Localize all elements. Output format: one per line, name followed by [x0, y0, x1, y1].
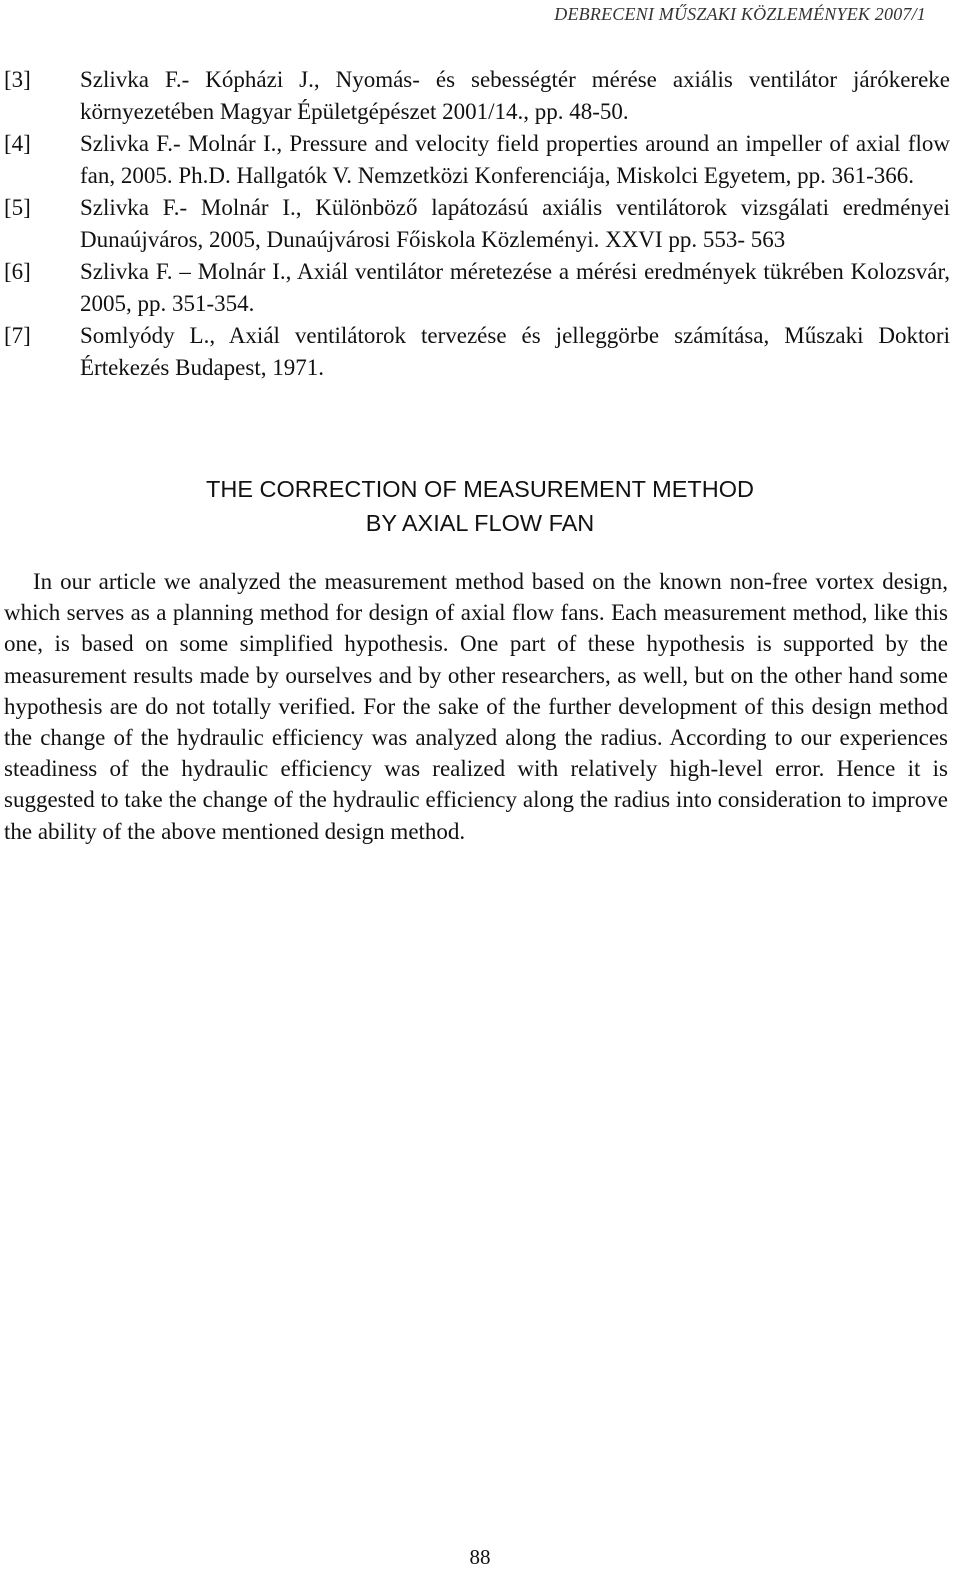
reference-text: Somlyódy L., Axiál ventilátorok tervezése és jelleggörbe számítása, Műszaki Doktori Értekezés Budapest, 1971. [80, 323, 950, 380]
running-header: DEBRECENI MŰSZAKI KÖZLEMÉNYEK 2007/1 [554, 4, 926, 24]
abstract-paragraph: In our article we analyzed the measurement method based on the known non-free vortex design, which serves as a planning method for design of axial flow fans. Each measurement method, like this one, is based on some simplified hypothesis. One part of these hypothesis is supported by the measurement results made by ourselves and by other researchers, as well, but on the other hand some hypothesis are do not totally verified. For the sake of the further development of this design method the change of the hydraulic efficiency was analyzed along the radius. According to our experiences steadiness of the hydraulic efficiency was realized with relatively high-level error. Hence it is suggested to take the change of the hydraulic efficiency along the radius into consideration to improve the ability of the above mentioned design method. [4, 569, 948, 844]
reference-list [4, 64, 950, 384]
article-title [0, 472, 960, 540]
reference-item [4, 192, 950, 256]
reference-number: [6] [4, 259, 31, 284]
reference-number: [5] [4, 195, 31, 220]
reference-number: [4] [4, 131, 31, 156]
reference-text: Szlivka F. – Molnár I., Axiál ventilátor méretezése a mérési eredmények tükrében Kolozsvár, 2005, pp. 351-354. [80, 259, 950, 316]
reference-number: [3] [4, 67, 31, 92]
article-title-line-1: THE CORRECTION OF MEASUREMENT METHOD [206, 476, 754, 502]
reference-text: Szlivka F.- Molnár I., Pressure and velocity field properties around an impeller of axial flow fan, 2005. Ph.D. Hallgatók V. Nemzetközi Konferenciája, Miskolci Egyetem, pp. 361-366. [80, 131, 950, 188]
reference-item [4, 64, 950, 128]
page-number: 88 [469, 1545, 491, 1569]
reference-item [4, 128, 950, 192]
reference-text: Szlivka F.- Molnár I., Különböző lapátozású axiális ventilátorok vizsgálati eredményei Dunaújváros, 2005, Dunaújvárosi Főiskola Közleményi. XXVI pp. 553- 563 [80, 195, 950, 252]
reference-item [4, 256, 950, 320]
article-title-line-2: BY AXIAL FLOW FAN [365, 510, 595, 536]
reference-text: Szlivka F.- Kópházi J., Nyomás- és sebességtér mérése axiális ventilátor járókereke környezetében Magyar Épületgépészet 2001/14., pp. 48-50. [80, 67, 950, 124]
reference-item [4, 320, 950, 384]
reference-number: [7] [4, 323, 31, 348]
